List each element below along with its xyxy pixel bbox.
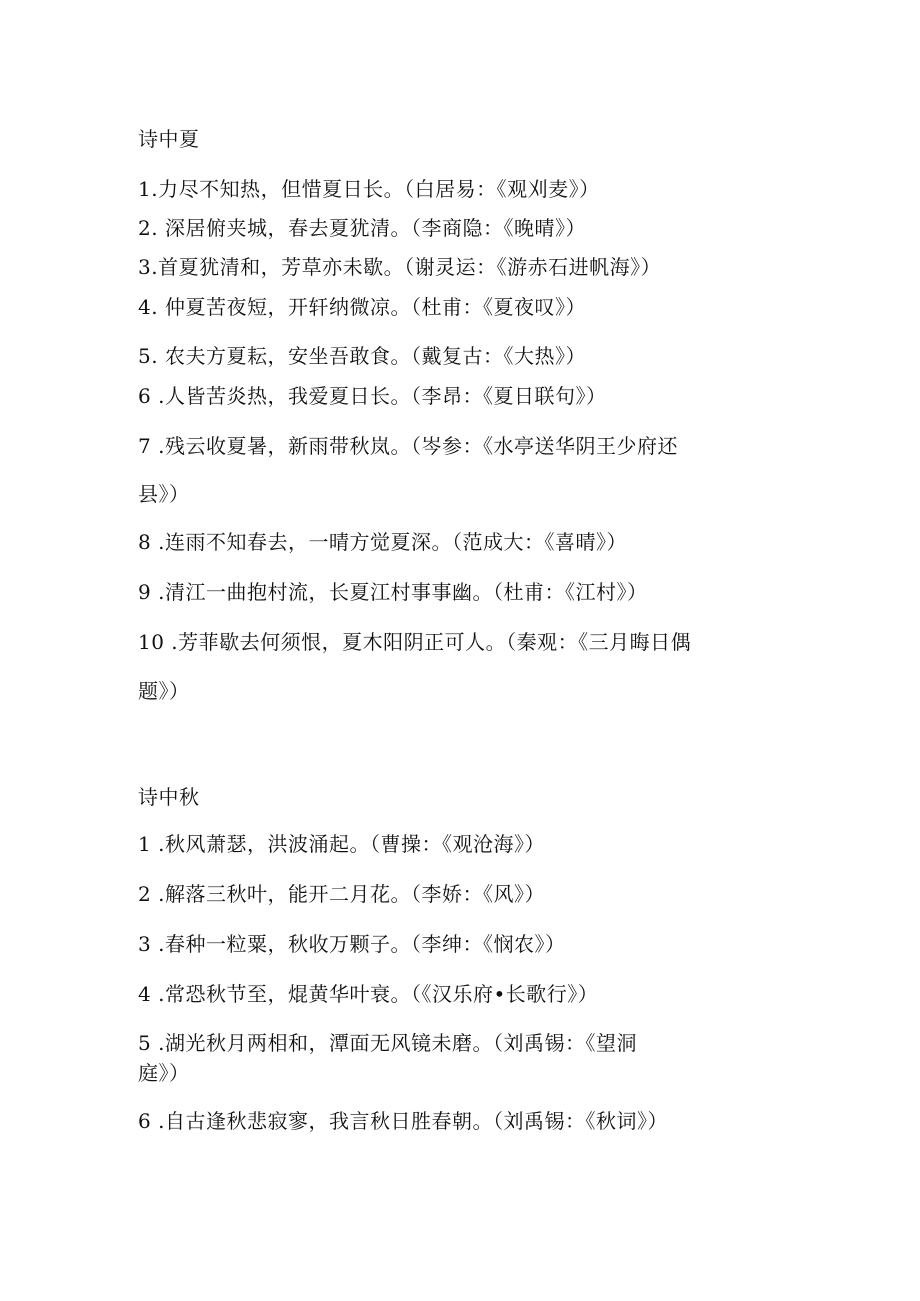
summer-poem-line-10-cont: 题》）	[138, 679, 190, 703]
autumn-poem-line-3: 3 .春种一粒粟，秋收万颗子。（李绅：《悯农》）	[138, 932, 566, 956]
autumn-poem-line-6: 6 .自古逢秋悲寂寥，我言秋日胜春朝。（刘禹锡：《秋词》）	[138, 1109, 668, 1133]
autumn-poem-line-1: 1 .秋风萧瑟，洪波涌起。（曹操：《观沧海》）	[138, 832, 545, 856]
autumn-poem-line-2: 2 .解落三秋叶，能开二月花。（李娇：《风》）	[138, 882, 545, 906]
summer-poem-line-7: 7 .残云收夏暑，新雨带秋岚。（岑参：《水亭送华阴王少府还	[138, 434, 678, 458]
summer-poem-line-10: 10 .芳菲歇去何须恨，夏木阳阴正可人。（秦观：《三月晦日偶	[138, 630, 692, 654]
summer-poem-line-5: 5. 农夫方夏耘，安坐吾敢食。（戴复古：《大热》）	[138, 344, 586, 368]
autumn-heading: 诗中秋	[138, 785, 200, 809]
summer-poem-line-6: 6 .人皆苦炎热，我爱夏日长。（李昂：《夏日联句》）	[138, 384, 607, 408]
summer-poem-line-2: 2. 深居俯夹城，春去夏犹清。（李商隐：《晚晴》）	[138, 216, 586, 240]
autumn-poem-line-5-cont: 庭》）	[138, 1061, 190, 1085]
summer-poem-line-4: 4. 仲夏苦夜短，开轩纳微凉。（杜甫：《夏夜叹》）	[138, 295, 586, 319]
autumn-poem-line-4: 4 .常恐秋节至，焜黄华叶衰。（《汉乐府•长歌行》）	[138, 982, 599, 1006]
autumn-poem-line-5: 5 .湖光秋月两相和，潭面无风镜未磨。（刘禹锡：《望洞	[138, 1031, 637, 1055]
summer-heading: 诗中夏	[138, 127, 200, 151]
summer-poem-line-7-cont: 县》）	[138, 482, 190, 506]
summer-poem-line-8: 8 .连雨不知春去，一晴方觉夏深。（范成大：《喜晴》）	[138, 530, 627, 554]
summer-poem-line-1: 1.力尽不知热，但惜夏日长。（白居易：《观刈麦》）	[138, 177, 600, 201]
summer-poem-line-3: 3.首夏犹清和，芳草亦未歇。（谢灵运：《游赤石进帆海》）	[138, 255, 662, 279]
summer-poem-line-9: 9 .清江一曲抱村流，长夏江村事事幽。（杜甫：《江村》）	[138, 580, 648, 604]
